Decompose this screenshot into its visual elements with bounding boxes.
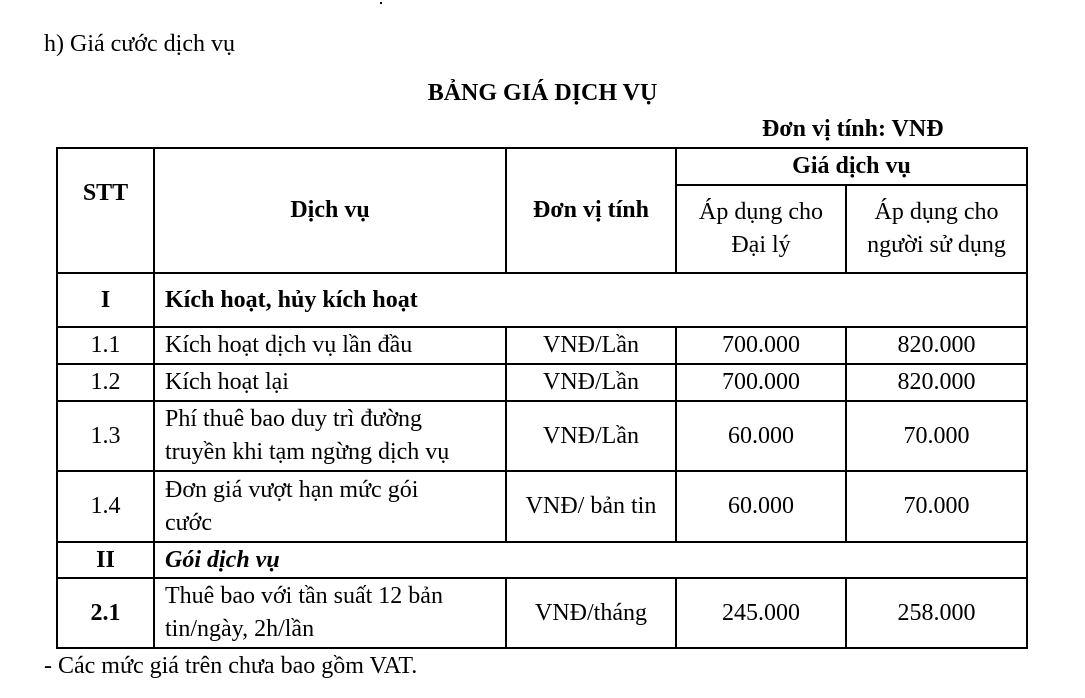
table-row — [57, 327, 1027, 364]
row-user-price: 820.000 — [846, 364, 1027, 401]
row-user-price: 820.000 — [846, 327, 1027, 364]
section-heading: h) Giá cước dịch vụ — [44, 31, 235, 57]
row-service: Kích hoạt dịch vụ lần đầu — [154, 327, 506, 364]
section-stt: I — [57, 273, 154, 327]
header-user-line2: người sử dụng — [867, 232, 1006, 258]
row-agent-price: 700.000 — [676, 327, 846, 364]
section-title: Kích hoạt, hủy kích hoạt — [154, 273, 1027, 327]
row-service-line1: Phí thuê bao duy trì đường — [165, 406, 423, 432]
row-service — [154, 401, 506, 471]
row-service — [154, 471, 506, 542]
row-agent-price: 60.000 — [676, 401, 846, 471]
row-service-line2: cước — [165, 509, 213, 536]
row-unit: VNĐ/Lần — [506, 364, 676, 401]
header-service: Dịch vụ — [154, 148, 506, 273]
header-unit: Đơn vị tính — [506, 148, 676, 273]
section-row — [57, 273, 1027, 327]
stray-dot — [380, 2, 382, 4]
row-unit: VNĐ/tháng — [506, 578, 676, 648]
row-stt: 1.1 — [57, 327, 154, 364]
table-title: BẢNG GIÁ DỊCH VỤ — [427, 80, 658, 106]
table-row — [57, 401, 1027, 471]
row-stt: 1.2 — [57, 364, 154, 401]
header-agent-line2: Đại lý — [731, 232, 791, 258]
section-stt: II — [57, 542, 154, 578]
row-unit: VNĐ/Lần — [506, 327, 676, 364]
row-agent-price: 60.000 — [676, 471, 846, 542]
row-service-line2: truyền khi tạm ngừng dịch vụ — [165, 439, 450, 465]
section-row — [57, 542, 1027, 578]
table-row — [57, 364, 1027, 401]
header-user — [846, 185, 1027, 273]
row-user-price: 258.000 — [846, 578, 1027, 648]
row-unit: VNĐ/Lần — [506, 401, 676, 471]
row-unit: VNĐ/ bản tin — [506, 471, 676, 542]
row-stt: 2.1 — [57, 578, 154, 648]
row-service — [154, 578, 506, 648]
header-agent-line1: Áp dụng cho — [699, 199, 823, 225]
row-stt: 1.4 — [57, 471, 154, 542]
unit-label: Đơn vị tính: VNĐ — [762, 116, 944, 142]
row-service-line1: Thuê bao với tần suất 12 bản — [165, 583, 443, 609]
row-user-price: 70.000 — [846, 401, 1027, 471]
row-service: Kích hoạt lại — [154, 364, 506, 401]
row-service-line1: Đơn giá vượt hạn mức gói — [165, 476, 419, 503]
header-price-group: Giá dịch vụ — [676, 148, 1027, 185]
row-user-price: 70.000 — [846, 471, 1027, 542]
row-agent-price: 700.000 — [676, 364, 846, 401]
header-agent — [676, 185, 846, 273]
row-agent-price: 245.000 — [676, 578, 846, 648]
row-service-line2: tin/ngày, 2h/lần — [165, 616, 315, 642]
row-stt: 1.3 — [57, 401, 154, 471]
header-user-line1: Áp dụng cho — [874, 199, 999, 225]
header-stt: STT — [57, 148, 154, 273]
table-row — [57, 578, 1027, 648]
table-row — [57, 471, 1027, 542]
price-table — [56, 147, 1028, 649]
vat-note: - Các mức giá trên chưa bao gồm VAT. — [44, 653, 418, 679]
section-title: Gói dịch vụ — [154, 542, 1027, 578]
